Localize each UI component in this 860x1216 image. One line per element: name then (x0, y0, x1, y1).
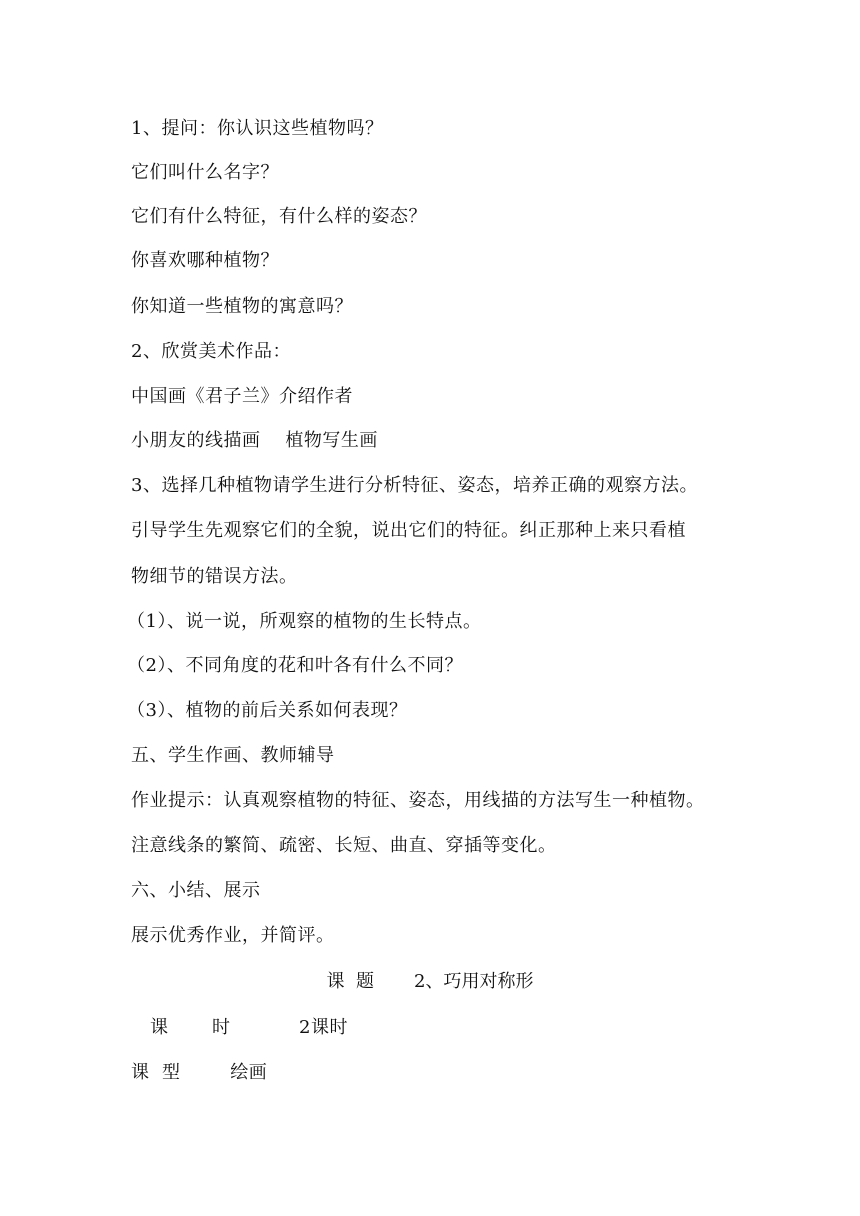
line-variation-note: 注意线条的繁简、疏密、长短、曲直、穿插等变化。 (131, 835, 557, 856)
sub-question-2: （2）、不同角度的花和叶各有什么不同？ (127, 655, 463, 676)
appreciate-heading: 2、欣赏美术作品： (131, 341, 291, 362)
section-six-heading: 六、小结、展示 (131, 880, 261, 901)
lesson-title: 课 题 2、巧用对称形 (326, 971, 534, 992)
question-meaning: 你知道一些植物的寓意吗？ (131, 296, 353, 317)
display-works-line: 展示优秀作业，并简评。 (131, 925, 335, 946)
lesson-hours: 课 时 2课时 (150, 1017, 348, 1038)
children-drawing-line: 小朋友的线描画 植物写生画 (131, 430, 378, 451)
guide-line: 引导学生先观察它们的全貌，说出它们的特征。纠正那种上来只看植 (131, 520, 686, 541)
chinese-painting-line: 中国画《君子兰》介绍作者 (131, 386, 353, 407)
select-plants-line: 3、选择几种植物请学生进行分析特征、姿态，培养正确的观察方法。 (131, 475, 698, 496)
section-five-heading: 五、学生作画、教师辅导 (131, 745, 335, 766)
sub-question-3: （3）、植物的前后关系如何表现？ (127, 700, 408, 721)
guide-line-continued: 物细节的错误方法。 (131, 566, 298, 587)
homework-tip-line: 作业提示：认真观察植物的特征、姿态，用线描的方法写生一种植物。 (131, 790, 705, 811)
question-1: 1、提问：你认识这些植物吗？ (131, 118, 384, 139)
lesson-type: 课 型 绘画 (131, 1062, 268, 1083)
question-features: 它们有什么特征，有什么样的姿态？ (131, 206, 427, 227)
question-names: 它们叫什么名字？ (131, 162, 279, 183)
sub-question-1: （1）、说一说，所观察的植物的生长特点。 (127, 611, 482, 632)
question-favorite: 你喜欢哪种植物？ (131, 250, 279, 271)
